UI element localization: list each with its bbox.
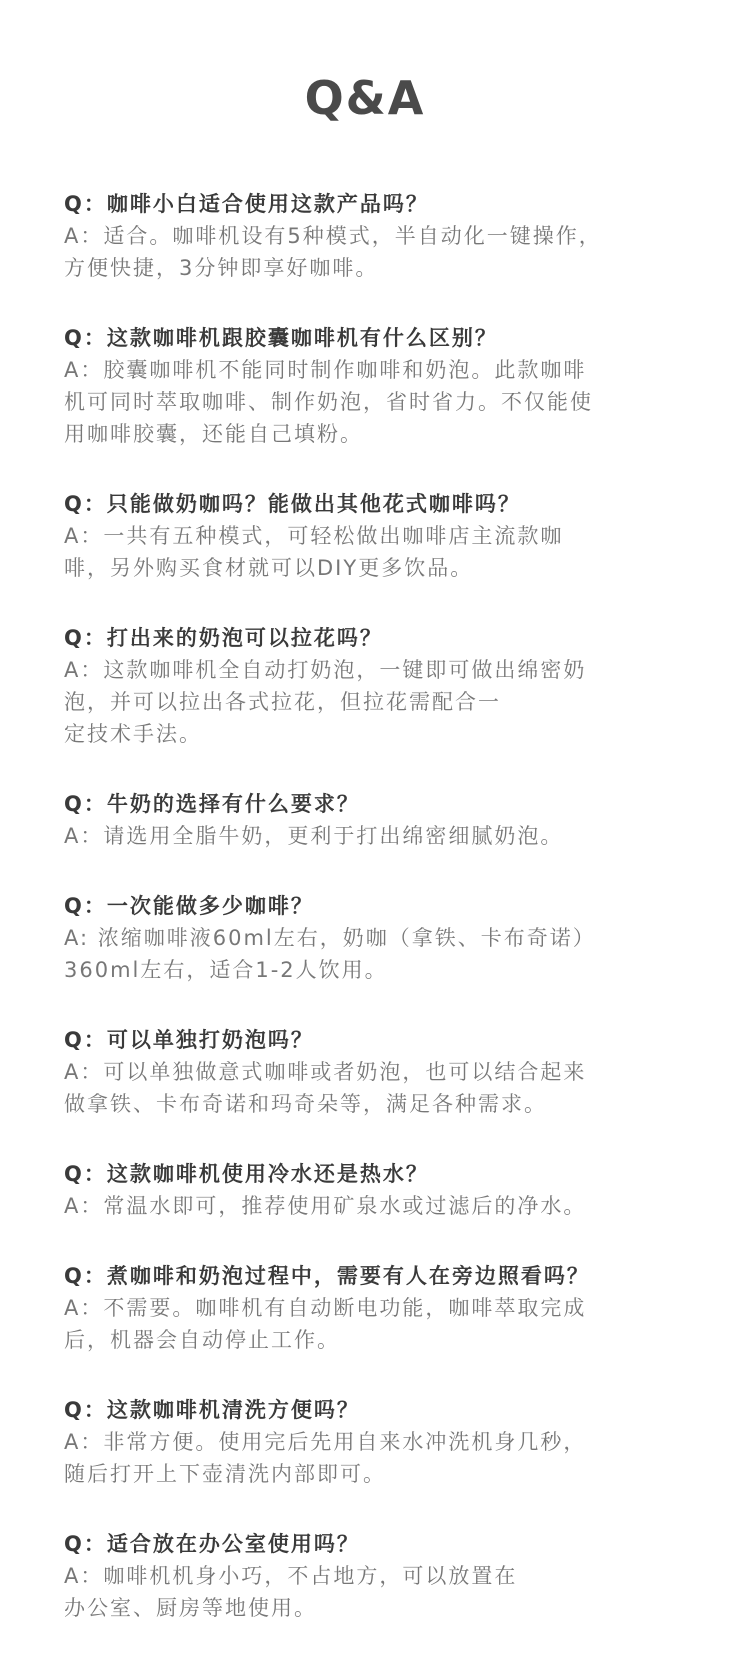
- faq-question: Q：这款咖啡机跟胶囊咖啡机有什么区别？: [64, 326, 498, 350]
- faq-item: [64, 322, 664, 450]
- faq-answer: A: 浓缩咖啡液60ml左右，奶咖（拿铁、卡布奇诺） 360ml左右，适合1-2人饮用。: [64, 926, 596, 982]
- faq-question: Q：牛奶的选择有什么要求？: [64, 792, 360, 816]
- faq-answer: A：一共有五种模式，可轻松做出咖啡店主流款咖 啡，另外购买食材就可以DIY更多饮品。: [64, 524, 564, 580]
- faq-answer: A：适合。咖啡机设有5种模式，半自动化一键操作， 方便快捷，3分钟即享好咖啡。: [64, 224, 602, 280]
- faq-item: [64, 1024, 664, 1120]
- faq-question: Q：咖啡小白适合使用这款产品吗？: [64, 192, 429, 216]
- faq-answer: A：这款咖啡机全自动打奶泡，一键即可做出绵密奶 泡，并可以拉出各式拉花，但拉花需配合一 定技术手法。: [64, 658, 587, 746]
- faq-answer: A：咖啡机机身小巧，不占地方，可以放置在 办公室、厨房等地使用。: [64, 1564, 518, 1620]
- faq-item: [64, 622, 664, 750]
- faq-answer: A：可以单独做意式咖啡或者奶泡，也可以结合起来 做拿铁、卡布奇诺和玛奇朵等，满足各种需求。: [64, 1060, 587, 1116]
- faq-answer: A：胶囊咖啡机不能同时制作咖啡和奶泡。此款咖啡 机可同时萃取咖啡、制作奶泡，省时省力。不仅能使 用咖啡胶囊，还能自己填粉。: [64, 358, 593, 446]
- faq-question: Q：打出来的奶泡可以拉花吗？: [64, 626, 383, 650]
- faq-question: Q：煮咖啡和奶泡过程中，需要有人在旁边照看吗？: [64, 1264, 590, 1288]
- faq-list: [64, 188, 664, 1662]
- faq-answer: A：请选用全脂牛奶，更利于打出绵密细腻奶泡。: [64, 824, 564, 848]
- faq-question: Q：只能做奶咖吗？能做出其他花式咖啡吗？: [64, 492, 521, 516]
- faq-item: [64, 890, 664, 986]
- faq-question: Q：这款咖啡机清洗方便吗？: [64, 1398, 360, 1422]
- faq-item: [64, 1528, 664, 1624]
- faq-item: [64, 488, 664, 584]
- faq-answer: A：不需要。咖啡机有自动断电功能，咖啡萃取完成 后，机器会自动停止工作。: [64, 1296, 587, 1352]
- faq-item: [64, 188, 664, 284]
- faq-question: Q：一次能做多少咖啡？: [64, 894, 314, 918]
- faq-question: Q：这款咖啡机使用冷水还是热水？: [64, 1162, 429, 1186]
- faq-item: [64, 788, 664, 852]
- faq-item: [64, 1394, 664, 1490]
- faq-question: Q：适合放在办公室使用吗？: [64, 1532, 360, 1556]
- faq-answer: A：常温水即可，推荐使用矿泉水或过滤后的净水。: [64, 1194, 587, 1218]
- faq-item: [64, 1158, 664, 1222]
- faq-question: Q：可以单独打奶泡吗？: [64, 1028, 314, 1052]
- faq-item: [64, 1260, 664, 1356]
- faq-answer: A：非常方便。使用完后先用自来水冲洗机身几秒， 随后打开上下壶清洗内部即可。: [64, 1430, 587, 1486]
- page-title: Q&A: [304, 71, 426, 125]
